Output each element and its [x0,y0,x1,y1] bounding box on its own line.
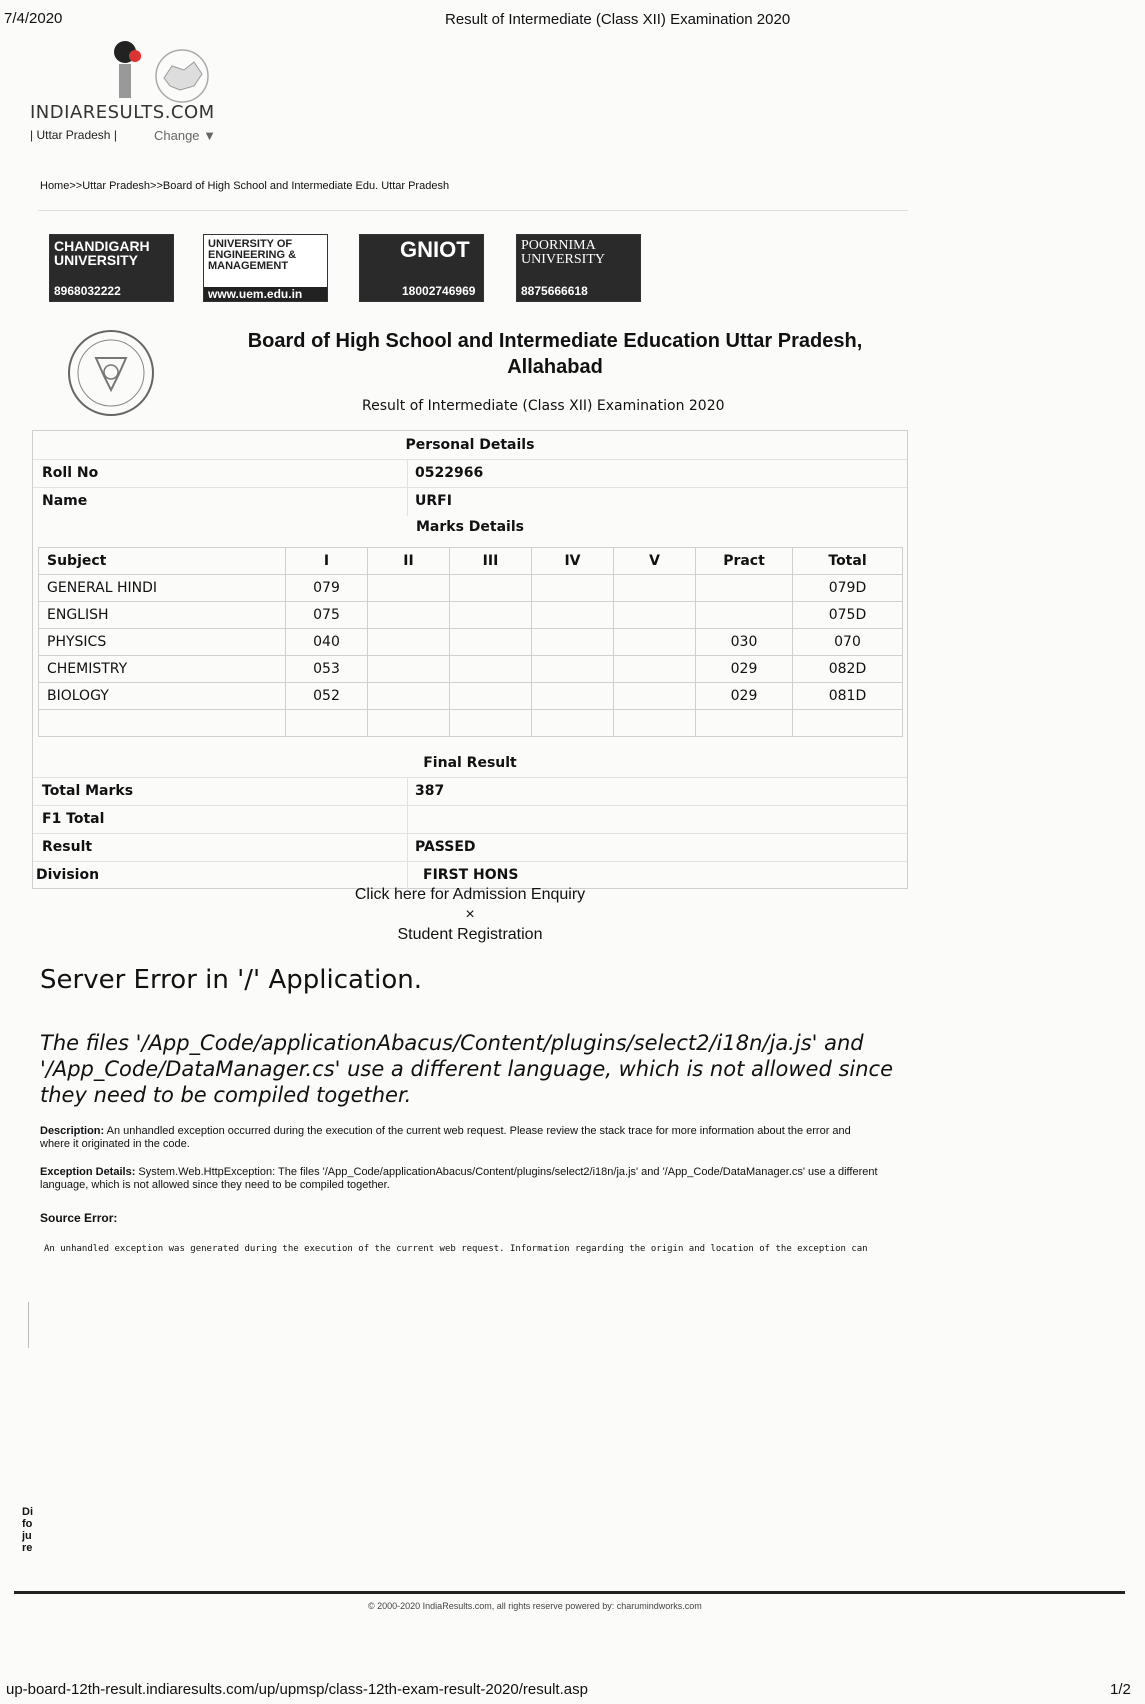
marks-row [39,656,903,683]
marks-row [39,683,903,710]
server-error-message: The files '/App_Code/applicationAbacus/Content/plugins/select2/i18n/ja.js' and '/App_Code/DataManager.cs' use a different language, which is not allowed since they need to be compiled together. [40,1031,894,1107]
result-label: Result [42,839,93,855]
col-header: III [450,548,532,575]
divider [38,210,908,211]
marks-cell [793,710,903,737]
marks-cell: 070 [793,629,903,656]
total-marks-value: 387 [415,783,445,799]
marks-cell [532,602,614,629]
cell-divider [407,778,408,806]
copyright: © 2000-2020 IndiaResults.com, all rights reserve powered by: charumindworks.com [368,1601,702,1611]
roll-no-value: 0522966 [415,465,484,481]
col-header: Total [793,548,903,575]
f1-total-label: F1 Total [42,811,105,827]
side-snippet: Di fo ju re [22,1506,33,1554]
marks-cell: BIOLOGY [39,683,286,710]
marks-cell [450,683,532,710]
marks-cell: ENGLISH [39,602,286,629]
marks-cell [614,656,696,683]
marks-cell: 052 [286,683,368,710]
marks-cell [614,602,696,629]
person-logo-icon [105,40,145,100]
print-footer-url: up-board-12th-result.indiaresults.com/up/upmsp/class-12th-exam-result-2020/result.asp [6,1681,588,1698]
cell-divider [407,488,408,516]
personal-details-heading: Personal Details [405,437,535,453]
roll-no-label: Roll No [42,465,99,481]
col-header: I [286,548,368,575]
marks-cell [368,656,450,683]
division-label: Division [36,867,100,883]
col-header: II [368,548,450,575]
result-row [33,833,907,862]
marks-cell: 029 [696,656,793,683]
marks-header-row [39,548,903,575]
marks-cell [368,683,450,710]
marks-cell: 079 [286,575,368,602]
marks-cell [368,710,450,737]
source-box-edge [28,1302,30,1348]
exception-text: System.Web.HttpException: The files '/App_Code/applicationAbacus/Content/plugins/select2/i18n/ja.js' and '/App_Code/DataManager.cs' use a different language, which is not allowed since they need to be compiled together. [40,1166,878,1191]
cell-divider [407,834,408,862]
marks-cell [532,710,614,737]
marks-cell [614,710,696,737]
banner-gniot[interactable] [359,234,484,302]
marks-row [39,710,903,737]
marks-cell [450,575,532,602]
board-seal-icon [66,328,156,418]
result-card [32,430,908,889]
logo-text: INDIARESULTS.COM [30,102,215,123]
marks-details-heading: Marks Details [416,519,524,535]
marks-cell [368,602,450,629]
change-state-link[interactable]: Change ▼ [154,128,217,143]
description-text: An unhandled exception occurred during the execution of the current web request. Please review the stack trace for more information about the error and where it originated in the code. [40,1125,851,1150]
source-error-text: An unhandled exception was generated during the execution of the current web request. Information regarding the origin and location of the exception can [44,1244,868,1254]
banner-title: UNIVERSITY OF ENGINEERING & MANAGEMENT [208,238,297,272]
marks-cell [286,710,368,737]
marks-cell: 029 [696,683,793,710]
marks-cell: 075 [286,602,368,629]
admission-enquiry-link[interactable]: Click here for Admission Enquiry [354,886,586,903]
board-name: Board of High School and Intermediate Education Uttar Pradesh, Allahabad [247,330,863,378]
division-value: FIRST HONS [423,867,519,883]
marks-cell [532,629,614,656]
marks-cell [368,629,450,656]
marks-cell: 079D [793,575,903,602]
student-registration-link[interactable]: Student Registration [397,926,543,943]
total-marks-label: Total Marks [42,783,134,799]
marks-table [38,547,903,737]
current-state: | Uttar Pradesh | [30,128,117,142]
col-header: Subject [39,548,286,575]
banner-sub: 8875666618 [521,284,588,298]
print-page-title: Result of Intermediate (Class XII) Examination 2020 [445,11,791,28]
cell-divider [407,806,408,834]
col-header: Pract [696,548,793,575]
marks-cell [532,656,614,683]
roll-no-row [33,459,907,488]
marks-cell: 075D [793,602,903,629]
marks-cell: GENERAL HINDI [39,575,286,602]
marks-cell: 030 [696,629,793,656]
banner-chandigarh-university[interactable] [49,234,174,302]
banner-sub: 8968032222 [54,284,121,298]
marks-cell: 040 [286,629,368,656]
marks-row [39,629,903,656]
final-result-heading: Final Result [423,755,517,771]
marks-cell [696,575,793,602]
error-description [40,1125,880,1151]
server-error-title: Server Error in '/' Application. [40,965,422,995]
marks-cell [614,683,696,710]
col-header: IV [532,548,614,575]
banner-poornima[interactable] [516,234,641,302]
marks-cell [532,575,614,602]
marks-cell [532,683,614,710]
cell-divider [407,460,408,488]
close-icon[interactable]: × [465,906,475,923]
marks-cell: 082D [793,656,903,683]
marks-cell [696,602,793,629]
marks-cell [450,629,532,656]
print-page-number: 1/2 [1110,1681,1131,1698]
marks-cell [450,656,532,683]
f1-total-row [33,805,907,834]
admission-links [340,885,600,945]
breadcrumb[interactable]: Home>>Uttar Pradesh>>Board of High School and Intermediate Edu. Uttar Pradesh [40,180,450,192]
marks-cell [450,602,532,629]
banner-title: GNIOT [400,237,470,262]
exam-name: Result of Intermediate (Class XII) Examination 2020 [362,398,725,414]
footer-rule [14,1591,1125,1594]
name-label: Name [42,493,88,509]
print-date: 7/4/2020 [4,10,63,27]
description-label: Description: [40,1125,105,1137]
marks-cell [696,710,793,737]
exception-label: Exception Details: [40,1166,136,1178]
col-header: V [614,548,696,575]
banner-sub: 18002746969 [402,284,476,298]
banner-uem[interactable] [203,234,328,302]
marks-cell [450,710,532,737]
marks-cell: PHYSICS [39,629,286,656]
name-value: URFI [415,493,452,509]
total-marks-row [33,777,907,806]
site-logo[interactable] [30,40,230,140]
marks-cell [39,710,286,737]
marks-cell: 081D [793,683,903,710]
exception-details [40,1166,880,1192]
marks-row [39,575,903,602]
marks-cell [614,575,696,602]
banner-title: CHANDIGARH UNIVERSITY [54,238,150,268]
source-error-label: Source Error: [40,1211,118,1225]
banner-title: POORNIMA UNIVERSITY [521,238,605,267]
marks-cell: CHEMISTRY [39,656,286,683]
marks-row [39,602,903,629]
marks-cell [368,575,450,602]
marks-cell [614,629,696,656]
banner-sub: www.uem.edu.in [204,287,327,301]
marks-cell: 053 [286,656,368,683]
result-value: PASSED [415,839,476,855]
name-row [33,487,907,516]
map-logo-icon [150,48,215,103]
